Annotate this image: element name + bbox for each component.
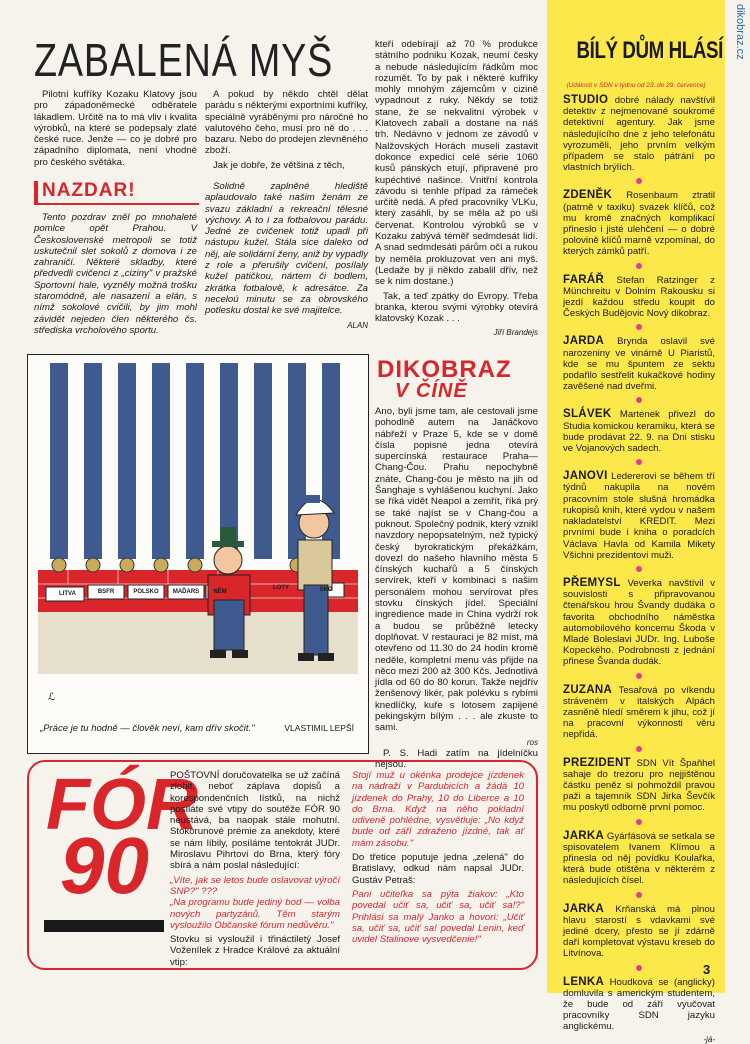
nazdar-col2: Solidně zaplněné hlediště aplaudovalo také našim ženám ze svazu základní a rekreační tělesné výchovy. A to i za fotbalovou parádu. Jedné ze cvičenek totiž upadl při nástupu kužel. Stála sice daleko od něj, ale solidární ženy, aniž by vypadly z role a přerušily cvičení, posílaly kužel patičkou, nártem či bodlem, zkrátka fotbalově, k adresátce. Za neceloú minutu se za obrovského potlesku dostal ke své majitelce. ALAN — [205, 181, 369, 330]
for90-title-1: FÓR — [46, 765, 198, 845]
bullet-dot — [636, 566, 642, 572]
nazdar-col1: Tento pozdrav zněl po mnohaleté pomlce opět Prahou. V Československé metropoli se totiž uskutečnil slet sokolů z domova i ze zahraničí. Některé skladby, které předvedli cvičenci z „ciziny" v pražské Sportovní hale, vyzněly možná trošku staromódně, ale nasazení a elán, s nímž sokolové cvičili, by jim mohl závidět nejeden člen některého čs. střediska vrcholového sportu. — [34, 212, 197, 336]
page-number: 3 — [703, 962, 711, 977]
sidebar-item: STUDIO dobré nálady navštívil detektiv z nejmenované soukromé detektivní agentury. Jak jsme následujícího dne z jeho telefonátu vyrozuměli, jeho prvním velkým případem se stalo pátrání po vlastních brýlích. — [563, 94, 716, 174]
cartoon-frame — [27, 354, 369, 754]
nazdar-signature: ALAN — [347, 320, 368, 330]
cartoon-caption: „Práce je tu hodně — člověk neví, kam dřív skočit." — [40, 723, 255, 734]
sidebar-item: JARKA Krňanská má plnou hlavu starostí s vdavkami své jediné dcery, přesto se jí zdárně daří kompletovat výstavu kreseb do Litvínova. — [563, 902, 715, 960]
for90-col1: POŠTOVNÍ doručovatelka se už začíná zlobit, neboť záplava dopisů a korespondenčních lístků, na nichž posíláte své vtipy do soutěže FÓR 90 neustává, ba naopak stále mohutní. Stokorunové prémie za anekdoty, které se nám líbily, posíláme tentokrát JUDr. Miroslavu Pihrtovi do Brna, který fóry sbírá a nám poslal následující: „Víte, jak se letos bude oslavovat výročí SNP?" ??? „Na programu bude jediný bod — volba nových partyzánů. Těm starým vysloužilo Občanské fórum nedůvěru." Stovku si vysloužil i třináctiletý Josef Voženílek z Hradce Králové za aktuální vtip: — [170, 770, 340, 968]
sign-loty: LOTY — [273, 585, 289, 591]
sidebar-item: SLÁVEK Martenek přivezl do Studia komickou keramiku, která se bude prodávat 22. 9. na Dni stisku ve Vojanových sadech. — [563, 408, 715, 455]
sidebar-title: BÍLÝ DŮM HLÁSÍ — [576, 37, 723, 64]
cartoon-author: VLASTIMIL LEPŠÍ — [284, 723, 354, 733]
sidebar-subtitle: (Události v SDN v týdnu od 23. do 29. července) — [566, 82, 706, 89]
sidebar-item: FARÁŘ Stefan Ratzinger z Münchreitu v Dolním Rakousku si jezdí každou středu koupit do Českých Budějovic Nový dikobraz. — [563, 273, 715, 320]
bullet-dot — [636, 673, 642, 679]
bullet-dot — [636, 178, 642, 184]
dikobraz-title: DIKOBRAZ — [377, 356, 512, 383]
bullet-dot — [636, 965, 642, 971]
bullet-dot — [636, 263, 642, 269]
for90-col2: Stojí muž u okénka prodejce jízdenek na nádraží v Pardubicích a žádá 10 jízdenek do Prahy, 10 do Liberce a 10 do Brna. Když na něho pokladní udiveně pohlédne, vysvětluje: „No když bude od září zdraženo jízdné, tak ať mám zásobu." Do třetice poputuje jedna „zelená" do Bratislavy, odkud nám napsal JUDr. Gustáv Petraš: Pani učiteľka sa pýta žiakov: „Kto povedal učiť sa, učiť sa, učiť sa!?" Prihlási sa malý Janko a hovorí: „Učiť sa, učiť sa, učiť sa! povedal Lenin, keď uvidel Stalinove vysvedčenie!" — [352, 770, 524, 946]
bullet-dot — [636, 892, 642, 898]
svg-text:ℒ: ℒ — [48, 692, 56, 703]
sign-sko: SKO — [319, 587, 333, 593]
dikobraz-text: Ano, byli jsme tam, ale cestovali jsme pohodlně autem na Janáčkovo nábřeží v Praze 5, kde se v domě čísla popisné jedna otevírá supercínská restaurace Praha—Chang-Čou. Prahu nepochybně znáte, Chang-čou je město na jih od Šanghaje s vyhlášenou kuchyní. Jako se říká vidět Neapol a zemřít, říká prý se také najíst se v Chang-čou a puknout. Společný podnik, který vznikl navzdory nepopsatelným, než typický český byrokratickým překážkám, dovezl do našeho hlavního města 5 čínských kuchařů a 5 čínských servírek, kteří v kombinaci s našim personálem mohou servírovat přes stovku čínských jídel. Speciální ingredience made in China vydrží rok a budou se průběžně letecky doplňovat. V restauraci je 82 míst, má otevřeno od 11.30 do 24 hodin kromě neděle, kompletní menu vás přijde na něco mezi 200 až 300 Kčs. Jednotlivá jídla od 60 do 80 korun. Takže nejdřív ženšenový likér, pak polévku s rybími knedlíčky, kuře s lotosem zapijené pekingským bílým . . . ale zkuste to sami. ros P. S. Hadi zatím na jídelníčku nejsou. — [375, 406, 538, 771]
zabalena-signature: Jiří Brandejs — [493, 328, 538, 338]
joke-2: Stojí muž u okénka prodejce jízdenek na nádraží v Pardubicích a žádá 10 jízdenek do Prahy, 10 do Liberce a 10 do Brna. Když na něho pokladní udiveně pohlédne, vysvětluje: „No když bude od září zdraženo jízdné, tak ať mám zásobu." — [352, 770, 524, 849]
vertical-url: dikobraz.cz — [734, 4, 746, 60]
sign-bsfr: BSFR — [97, 589, 115, 595]
sidebar-list — [563, 95, 715, 1044]
sign-nem: NĚM — [213, 589, 227, 595]
zabalena-col1: Pilotní kufříky Kozaku Klatovy jsou pro západoněmecké odběratele lákadlem. Určitě na to má vliv i kvalita výrobků, na které se podepsaly zlaté české ruce. Jenže — co je dobré pro západního diplomata, není vhodné pro českého světáka. — [34, 89, 197, 168]
sidebar-item: LENKA Houdková se (anglicky) domluvila s americkým studentem, že bude od září vyučovat pracovníky SDN jazyku anglickému. — [563, 975, 715, 1033]
sidebar-item: ZUZANA Tesařová po víkendu stráveném v italských Alpách zasněně hledí směrem k jihu, což jí na pracovní výkonnosti věru nepřidá. — [563, 683, 716, 741]
sidebar-item: JANOVI Ledererovi se během tří týdnů nakupila na novém pracovním stole slušná hromádka rukopisů knih, které vydou v našem nakladatelství KREDIT. Mezi prvními bude i kniha o poradcích Václava Havla od Kamila Mikety Všichni prezidentovi muži. — [563, 470, 715, 561]
sidebar-item: ZDENĚK Rosenbaum ztratil (patrně v taxiku) svazek klíčů, což mu kromě značných komplikací přineslo i jisté ulehčení — o dobré polovině klíčů marně vzpomínal, do kterých zámků patří. — [563, 189, 715, 258]
bullet-dot — [636, 746, 642, 752]
joke-1: „Víte, jak se letos bude oslavovat výročí SNP?" ??? „Na programu bude jediný bod — volba nových partyzánů. Těm starým vysloužilo Občanské fórum nedůvěru." — [170, 874, 340, 931]
bullet-dot — [636, 397, 642, 403]
sidebar-item: JARKA Gyárfásová se setkala se spisovatelem Ivanem Klímou a přinesla od něj povídku Koulařka, která bude otištěna v některém z následujících čísel. — [563, 829, 715, 887]
cartoon-drawing — [28, 355, 368, 715]
bullet-dot — [636, 324, 642, 330]
zabalena-col3: kteří odebírají až 70 % produkce státního podniku Kozak, neumí česky a nebude následujícím řádkům moc rozumět. To by pak i některé kufříky mohly mnohým zájemcům v cizině vypadnout z ruky. Někdy se totiž stane, že se nekvalitní výrobek v Klatovech zabalí a dostane na náš trh. Nedávno v jednom ze závodů v Nalžovských Horách museli zastavit dokonce expedici celé série 1060 kusů pánských etují, připravené pro kupéchtivé našince. Vnitřní kontrola závodu si tenhle případ za rámeček určitě nedá. A před pracovníky VLKu, který zasáhli, by se měla až po uši červenat. Kontrolou výrobků se v Kozaku zabývá téměř sedmdesát lidí. A snad sedmdesáti párům očí a rukou by neměla prokluzovat ven ani myš. (Ledaže by ji někdo zabalil dřív, než se k nim dostane.) Tak, a teď zpátky do Evropy. Třeba branka, kterou svými výrobky otevírá klatovský Kozak . . . Jiří Brandejs — [375, 39, 538, 338]
sign-polsko: POLSKO — [133, 589, 159, 595]
article-title-zabalena: ZABALENÁ MYŠ — [34, 34, 334, 86]
sidebar-item: PŘEMYSL Veverka navštívil v souvislosti s připravovanou čtenářskou hrou Švandy dudáka o favorita obchodního náměstka automobilového koncernu Škoda v Mladé Boleslavi JUDr. Ing. Luboše Kopeckého. Podrobnosti z jednání přinese Švanda dudák. — [563, 576, 715, 668]
sign-madarsko: MAĎARS — [172, 589, 200, 595]
sidebar-item: PREZIDENT SDN Vít Špaňhel sahaje do trezoru pro nejjištěnou částku peněz si pohmoždil pravou paži a tajemník SDN Jirka Ševčík mu poskytl odborně první pomoc. — [563, 756, 715, 814]
bullet-dot — [636, 459, 642, 465]
dikobraz-signature: ros — [526, 737, 538, 747]
zabalena-col2: A pokud by někdo chtěl dělat parádu s některými exportními kufříky, speciálně vyráběnými pro náročné ho valutového čeho, musí pro ně do . . . bazaru. Nebo do prodejen zlevněného zboží. Jak je dobře, že většina z těch, — [205, 89, 368, 171]
dikobraz-ps: P. S. Hadi zatím na jídelníčku nejsou. — [375, 747, 538, 771]
nazdar-title: NAZDAR! — [42, 180, 136, 201]
sidebar-item: JARDA Brynda oslavil své narozeniny ve vinárně U Piaristů, kde se mu špuntem ze sektu podařilo sestřelit kukačkové hodiny zavěšené nad dveřmi. — [563, 335, 715, 393]
sign-litva: LITVA — [59, 591, 76, 597]
bullet-dot — [636, 819, 642, 825]
margin-strip — [726, 0, 750, 993]
nazdar-title-box — [34, 181, 199, 201]
for90-bar — [44, 920, 164, 932]
sidebar-signature: -já- — [703, 1034, 715, 1044]
joke-3: Pani učiteľka sa pýta žiakov: „Kto povedal učiť sa, učiť sa, učiť sa!?" Prihlási sa malý Janko a hovorí: „Učiť sa, učiť sa, učiť sa! povedal Lenin, keď uvidel Stalinove vysvedčenie!" — [352, 888, 524, 946]
for90-title-2: 90 — [60, 821, 149, 910]
dikobraz-subtitle: V ČÍNĚ — [395, 380, 468, 402]
